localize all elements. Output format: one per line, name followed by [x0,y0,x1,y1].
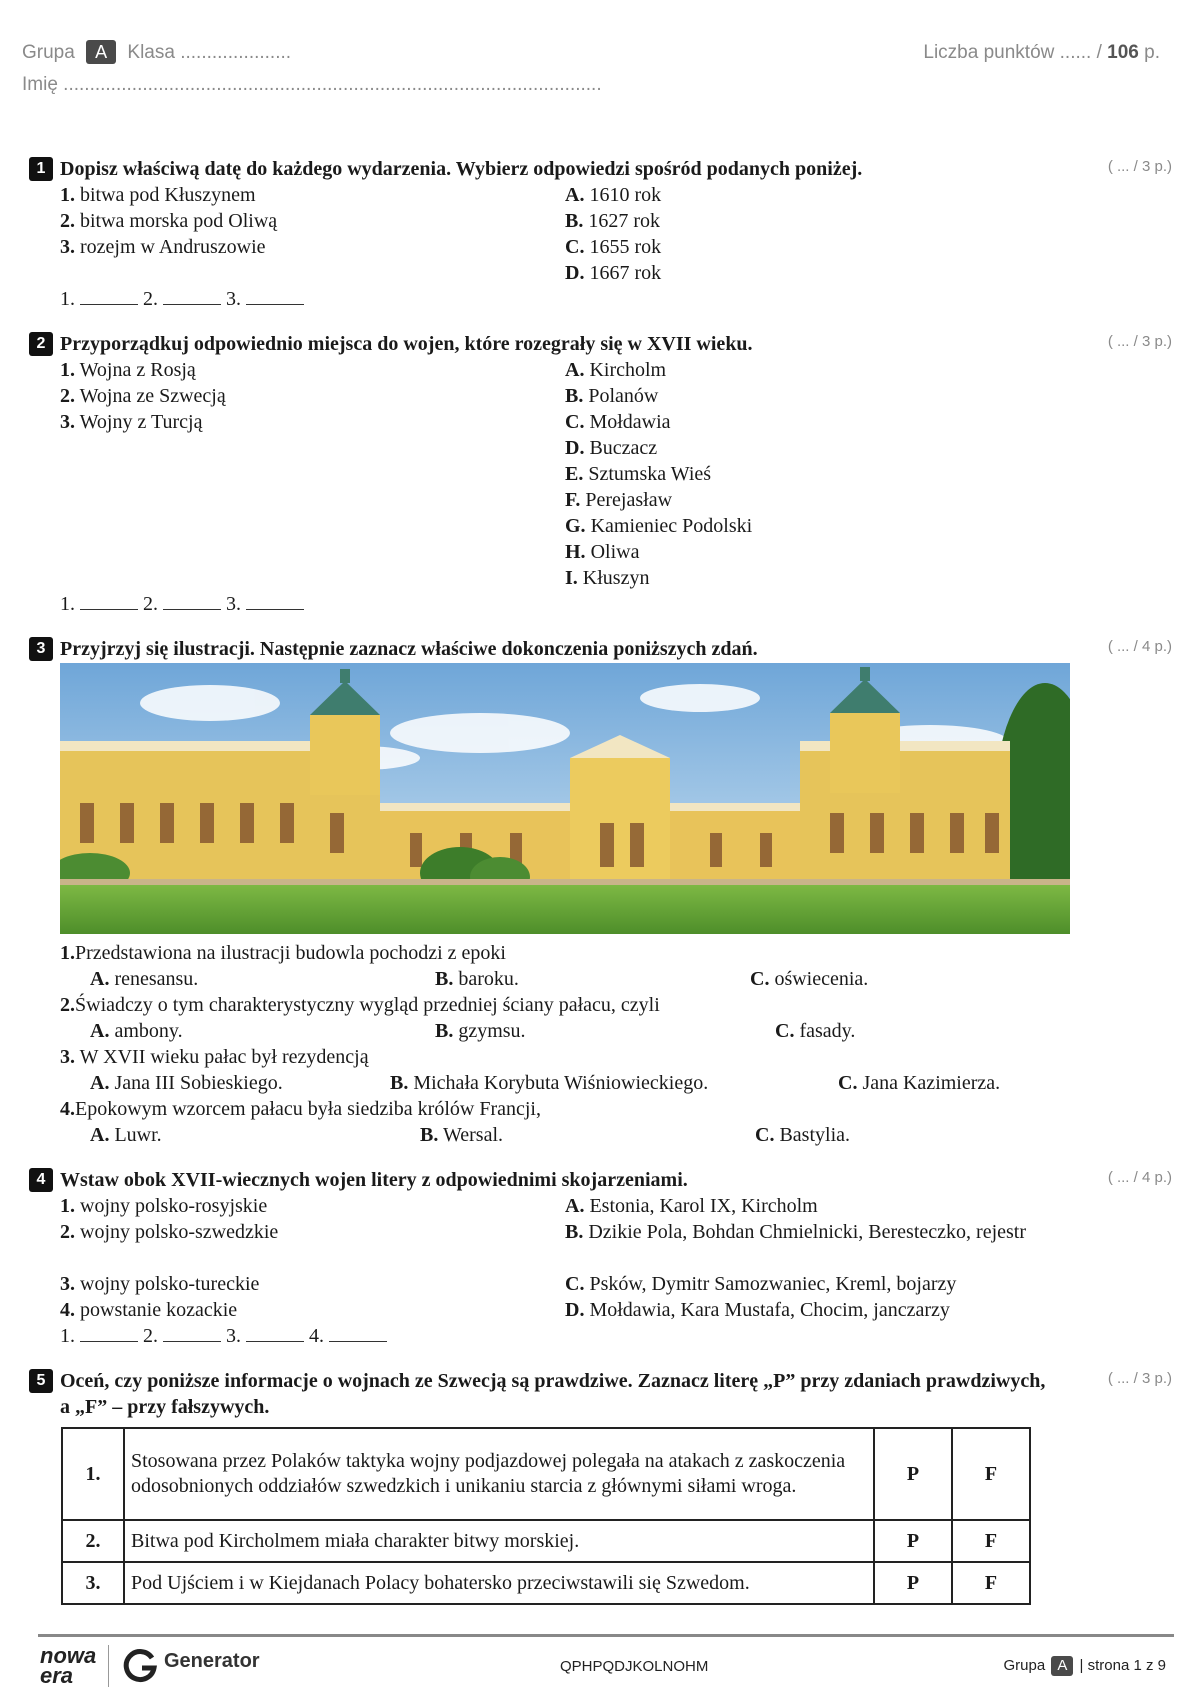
points-total-value: 106 [1107,42,1139,63]
q2-answer-line: 1. 2. 3. [60,591,304,617]
q2-right-e: E. Sztumska Wieś [565,463,712,485]
nowa-era-logo: nowa era [40,1643,97,1688]
q4-answer-line: 1. 2. 3. 4. [60,1323,387,1349]
question-number-5: 5 [29,1369,53,1393]
q3-item-2-opt-a[interactable]: A. ambony. [90,1020,183,1042]
logo-divider [108,1645,109,1687]
palace-illustration [60,663,1070,934]
question-1-points: ( ... / 3 p.) [1107,158,1172,175]
q4-left-1: 1. wojny polsko-rosyjskie [60,1195,268,1217]
header-group [22,40,291,64]
q1-right-c: C. 1655 rok [565,236,662,258]
question-number-2: 2 [29,332,53,356]
answer-blank[interactable] [246,591,304,610]
q3-item-1-opt-c[interactable]: C. oświecenia. [750,968,869,990]
q3-item-4-opt-c[interactable]: C. Bastylia. [755,1124,850,1146]
q4-right-b: B. Dzikie Pola, Bohdan Chmielnicki, Beresteczko, rejestr [565,1221,1026,1243]
footer-page-info [1003,1656,1166,1676]
q2-right-c: C. Mołdawia [565,411,671,433]
q1-right-b: B. 1627 rok [565,210,661,232]
footer-divider [38,1634,1174,1637]
q4-left-2: 2. wojny polsko-szwedzkie [60,1221,279,1243]
statement: Stosowana przez Polaków taktyka wojny podjazdowej polegała na atakach z zaskoczenia odosobnionych oddziałów szwedzkich i unikaniu starcia z głównymi siłami wroga. [124,1428,874,1520]
answer-blank[interactable] [80,286,138,305]
q3-item-1-opt-b[interactable]: B. baroku. [435,968,519,990]
q3-item-2-opt-c[interactable]: C. fasady. [775,1020,856,1042]
q3-item-3-opt-c[interactable]: C. Jana Kazimierza. [838,1072,1001,1094]
answer-blank[interactable] [246,286,304,305]
row-number: 3. [62,1562,124,1604]
generator-logo [122,1648,260,1689]
question-4-text: Wstaw obok XVII-wiecznych wojen litery z odpowiednimi skojarzeniami. [60,1169,688,1191]
q2-right-b: B. Polanów [565,385,659,407]
q3-item-1-opt-a[interactable]: A. renesansu. [90,968,199,990]
footer-group-label: Grupa [1003,1657,1046,1674]
q1-right-a: A. 1610 rok [565,184,662,206]
table-row [62,1428,1030,1520]
group-badge: A [86,40,116,64]
question-1-text: Dopisz właściwą datę do każdego wydarzenia. Wybierz odpowiedzi spośród podanych poniżej. [60,158,863,180]
question-number-4: 4 [29,1168,53,1192]
q2-right-d: D. Buczacz [565,437,658,459]
true-option[interactable]: P [874,1562,952,1604]
question-2-text: Przyporządkuj odpowiednio miejsca do wojen, które rozegrały się w XVII wieku. [60,333,753,355]
question-number-1: 1 [29,157,53,181]
points-label: Liczba punktów ...... / [923,42,1102,63]
q1-left-1: 1. bitwa pod Kłuszynem [60,184,256,206]
answer-blank[interactable] [80,1323,138,1342]
q3-item-4: 4.Epokowym wzorcem pałacu była siedziba królów Francji, [60,1098,541,1120]
statement: Bitwa pod Kircholmem miała charakter bitwy morskiej. [124,1520,874,1562]
points-total [923,42,1160,64]
q2-right-h: H. Oliwa [565,541,640,563]
q1-left-2: 2. bitwa morska pod Oliwą [60,210,278,232]
q3-item-4-opt-b[interactable]: B. Wersal. [420,1124,504,1146]
page-number: | strona 1 z 9 [1079,1657,1166,1674]
q1-right-d: D. 1667 rok [565,262,662,284]
q4-right-a: A. Estonia, Karol IX, Kircholm [565,1195,818,1217]
footer-group-badge: A [1051,1656,1073,1676]
q2-right-i: I. Kłuszyn [565,567,650,589]
q2-left-1: 1. Wojna z Rosją [60,359,196,381]
q3-item-1: 1.Przedstawiona na ilustracji budowla pochodzi z epoki [60,942,506,964]
answer-blank[interactable] [80,591,138,610]
q3-item-3-opt-b[interactable]: B. Michała Korybuta Wiśniowieckiego. [390,1072,709,1094]
generator-wordmark: Generator [164,1650,260,1672]
document-code: QPHPQDJKOLNOHM [560,1658,709,1675]
false-option[interactable]: F [952,1428,1030,1520]
row-number: 1. [62,1428,124,1520]
true-option[interactable]: P [874,1520,952,1562]
group-label: Grupa [22,42,75,63]
statement: Pod Ujściem i w Kiejdanach Polacy bohatersko przeciwstawili się Szwedom. [124,1562,874,1604]
true-option[interactable]: P [874,1428,952,1520]
answer-blank[interactable] [163,591,221,610]
answer-blank[interactable] [246,1323,304,1342]
question-3-points: ( ... / 4 p.) [1107,638,1172,655]
class-field: Klasa ..................... [127,42,292,63]
q2-right-a: A. Kircholm [565,359,667,381]
table-row [62,1562,1030,1604]
q3-item-3-opt-a[interactable]: A. Jana III Sobieskiego. [90,1072,283,1094]
question-4-points: ( ... / 4 p.) [1107,1169,1172,1186]
false-option[interactable]: F [952,1562,1030,1604]
q2-right-f: F. Perejasław [565,489,673,511]
q1-left-3: 3. rozejm w Andruszowie [60,236,266,258]
question-5-points: ( ... / 3 p.) [1107,1370,1172,1387]
table-row [62,1520,1030,1562]
answer-blank[interactable] [163,1323,221,1342]
q4-left-3: 3. wojny polsko-tureckie [60,1273,260,1295]
q3-item-2-opt-b[interactable]: B. gzymsu. [435,1020,526,1042]
false-option[interactable]: F [952,1520,1030,1562]
q4-left-4: 4. powstanie kozackie [60,1299,238,1321]
name-field: Imię ...................................................................................................... [22,74,602,95]
question-5-text: Oceń, czy poniższe informacje o wojnach ze Szwecją są prawdziwe. Zaznacz literę „P” przy zdaniach prawdziwych, a „F” – przy fałszywych. [60,1370,1046,1418]
q3-item-3: 3. W XVII wieku pałac był rezydencją [60,1046,369,1068]
question-number-3: 3 [29,637,53,661]
q1-answer-line: 1. 2. 3. [60,286,304,312]
q4-right-d: D. Mołdawia, Kara Mustafa, Chocim, janczarzy [565,1299,950,1321]
question-2-points: ( ... / 3 p.) [1107,333,1172,350]
q2-left-2: 2. Wojna ze Szwecją [60,385,226,407]
q4-right-c: C. Psków, Dymitr Samozwaniec, Kreml, bojarzy [565,1273,957,1295]
points-suffix: p. [1144,42,1160,63]
q2-left-3: 3. Wojny z Turcją [60,411,203,433]
q2-right-g: G. Kamieniec Podolski [565,515,753,537]
true-false-table [61,1427,1031,1605]
answer-blank[interactable] [329,1323,387,1342]
q3-item-2: 2.Świadczy o tym charakterystyczny wygląd przedniej ściany pałacu, czyli [60,994,660,1016]
q3-item-4-opt-a[interactable]: A. Luwr. [90,1124,162,1146]
question-3-text: Przyjrzyj się ilustracji. Następnie zaznacz właściwe dokonczenia poniższych zdań. [60,638,758,660]
generator-g-icon [122,1648,158,1684]
answer-blank[interactable] [163,286,221,305]
row-number: 2. [62,1520,124,1562]
